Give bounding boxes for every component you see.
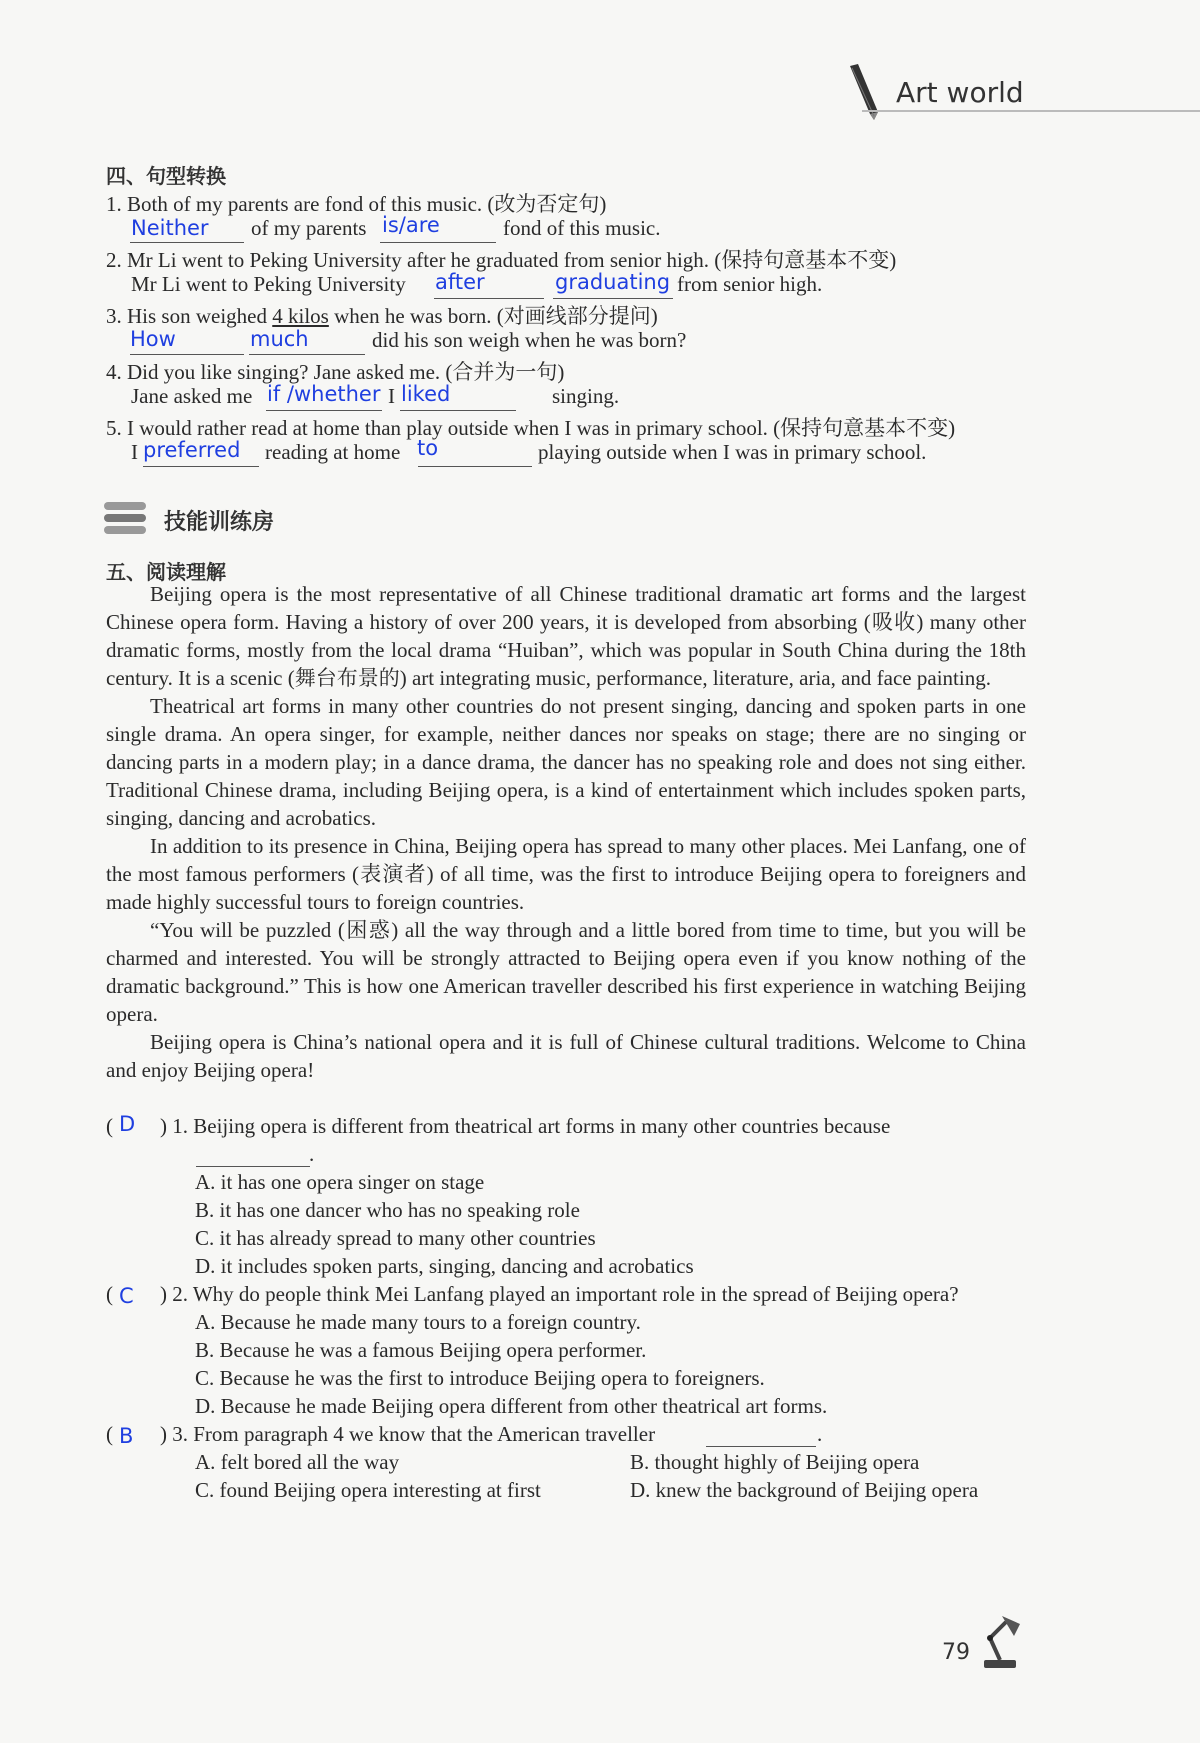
q4-3-answer-2: much (250, 327, 309, 351)
q4-4-prompt: 4. Did you like singing? Jane asked me. (合并为一句) (106, 360, 565, 384)
q4-2-prompt: 2. Mr Li went to Peking University after he graduated from senior high. (保持句意基本不变) (106, 248, 897, 272)
stack-icon (104, 500, 146, 536)
q5-3-option-d[interactable]: D. knew the background of Beijing opera (630, 1478, 979, 1502)
q5-1-option-a[interactable]: A. it has one opera singer on stage (195, 1170, 485, 1194)
header-rule (862, 110, 1200, 112)
q4-1-prompt: 1. Both of my parents are fond of this music. (改为否定句) (106, 192, 607, 216)
page-number: 79 (942, 1640, 970, 1665)
q5-2-stem: ) 2. Why do people think Mei Lanfang played an important role in the spread of Beijing opera? (160, 1282, 959, 1306)
q4-5-blank-1[interactable] (143, 466, 259, 467)
q5-3-stem: ) 3. From paragraph 4 we know that the American traveller (160, 1422, 656, 1446)
q4-1-blank-1[interactable] (130, 242, 244, 243)
q4-4-text-1: Jane asked me (131, 384, 253, 408)
q4-1-text-1: of my parents (251, 216, 367, 240)
q4-4-blank-2[interactable] (400, 410, 516, 411)
q4-2-text-1: Mr Li went to Peking University (131, 272, 406, 296)
q4-5-text-3: playing outside when I was in primary school. (538, 440, 927, 464)
q4-2-answer-2: graduating (555, 270, 671, 294)
section4-title: 四、句型转换 (106, 164, 226, 188)
q4-5-answer-1: preferred (143, 438, 241, 462)
passage-paragraph: Beijing opera is China’s national opera and it is full of Chinese cultural traditions. Welcome to China and enjoy Beijing opera! (106, 1030, 1026, 1082)
q5-1-open-paren: ( (106, 1114, 113, 1138)
q5-1-stem: ) 1. Beijing opera is different from theatrical art forms in many other countries because (160, 1114, 891, 1138)
desk-lamp-icon (976, 1614, 1026, 1670)
q4-2-text-2: from senior high. (677, 272, 823, 296)
q4-1-blank-2[interactable] (380, 242, 496, 243)
passage-paragraph: Beijing opera is the most representative of all Chinese traditional dramatic art forms and the largest Chinese opera form. Having a history of over 200 years, it is developed from absorbing (吸收) many other dramatic forms, mostly from the local drama “Huiban”, which was popular in South China during the 18th century. It is a scenic (舞台布景的) art integrating music, performance, literature, aria, and face painting. (106, 582, 1026, 690)
q4-2-blank-2[interactable] (553, 298, 673, 299)
passage-paragraph: “You will be puzzled (困惑) all the way through and a little bored from time to time, but you will be charmed and interested. You will be strongly attracted to Beijing opera even if you know nothing of the dramatic background.” This is how one American traveller described his first experience in watching Beijing opera. (106, 918, 1026, 1026)
q4-3-text-1: did his son weigh when he was born? (372, 328, 687, 352)
q4-4-text-2: I (388, 384, 395, 408)
q4-5-prompt: 5. I would rather read at home than play outside when I was in primary school. (保持句意基本不变) (106, 416, 956, 440)
q4-5-text-2: reading at home (265, 440, 401, 464)
q4-4-answer-1: if /whether (267, 382, 381, 406)
q4-2-blank-1[interactable] (434, 298, 544, 299)
q5-3-period: . (817, 1422, 823, 1446)
q4-4-blank-1[interactable] (266, 410, 382, 411)
q5-1-answer[interactable]: D (119, 1112, 136, 1136)
q4-1-answer-2: is/are (382, 213, 440, 237)
q5-1-option-c[interactable]: C. it has already spread to many other countries (195, 1226, 596, 1250)
q5-1-option-d[interactable]: D. it includes spoken parts, singing, dancing and acrobatics (195, 1254, 694, 1278)
passage-paragraph: Theatrical art forms in many other countries do not present singing, dancing and spoken parts in one single drama. An opera singer, for example, neither dances nor speaks on stage; there are no singing or dancing parts in a modern play; in a dance drama, the dancer has no speaking role and does not sing either. Traditional Chinese drama, including Beijing opera, is a kind of entertainment which includes spoken parts, singing, dancing and acrobatics. (106, 694, 1026, 830)
q4-3-prompt (106, 300, 658, 330)
skills-title: 技能训练房 (164, 510, 275, 535)
q5-3-blank[interactable] (706, 1446, 816, 1447)
q4-3-blank-2[interactable] (249, 354, 365, 355)
q4-2-answer-1: after (435, 270, 485, 294)
q4-4-answer-2: liked (401, 382, 451, 406)
unit-title: Art world (896, 76, 1024, 109)
q5-2-option-c[interactable]: C. Because he was the first to introduce Beijing opera to foreigners. (195, 1366, 765, 1390)
q4-1-answer-1: Neither (131, 216, 209, 240)
q4-3-prompt-b: when he was born. (对画线部分提问) (334, 304, 658, 328)
q4-5-blank-2[interactable] (418, 466, 532, 467)
passage-paragraph: In addition to its presence in China, Beijing opera has spread to many other places. Mei Lanfang, one of the most famous performers (表演者) of all time, was the first to introduce Beijing opera to foreigners and made highly successful tours to foreign countries. (106, 834, 1026, 914)
q4-1-text-2: fond of this music. (503, 216, 661, 240)
q5-2-answer[interactable]: C (119, 1284, 134, 1308)
q5-2-option-d[interactable]: D. Because he made Beijing opera different from other theatrical art forms. (195, 1394, 828, 1418)
q4-3-blank-1[interactable] (130, 354, 244, 355)
q4-3-prompt-a: 3. His son weighed (106, 304, 267, 328)
q4-5-answer-2: to (417, 436, 439, 460)
reading-passage (106, 580, 1026, 1084)
pen-icon (844, 62, 884, 124)
q5-1-option-b[interactable]: B. it has one dancer who has no speaking role (195, 1198, 580, 1222)
q5-3-answer[interactable]: B (119, 1424, 134, 1448)
q5-1-blank[interactable] (196, 1166, 310, 1167)
q5-3-open-paren: ( (106, 1422, 113, 1446)
q5-2-open-paren: ( (106, 1282, 113, 1306)
q4-3-prompt-underlined: 4 kilos (272, 304, 329, 328)
q5-2-option-a[interactable]: A. Because he made many tours to a foreign country. (195, 1310, 641, 1334)
q4-3-answer-1: How (130, 327, 176, 351)
q5-2-option-b[interactable]: B. Because he was a famous Beijing opera performer. (195, 1338, 647, 1362)
q5-3-option-c[interactable]: C. found Beijing opera interesting at first (195, 1478, 541, 1502)
q5-3-option-b[interactable]: B. thought highly of Beijing opera (630, 1450, 920, 1474)
section5-title: 五、阅读理解 (106, 560, 226, 584)
q5-3-option-a[interactable]: A. felt bored all the way (195, 1450, 400, 1474)
q4-5-text-1: I (131, 440, 138, 464)
q5-1-period: . (309, 1142, 315, 1166)
q4-4-text-3: singing. (552, 384, 620, 408)
